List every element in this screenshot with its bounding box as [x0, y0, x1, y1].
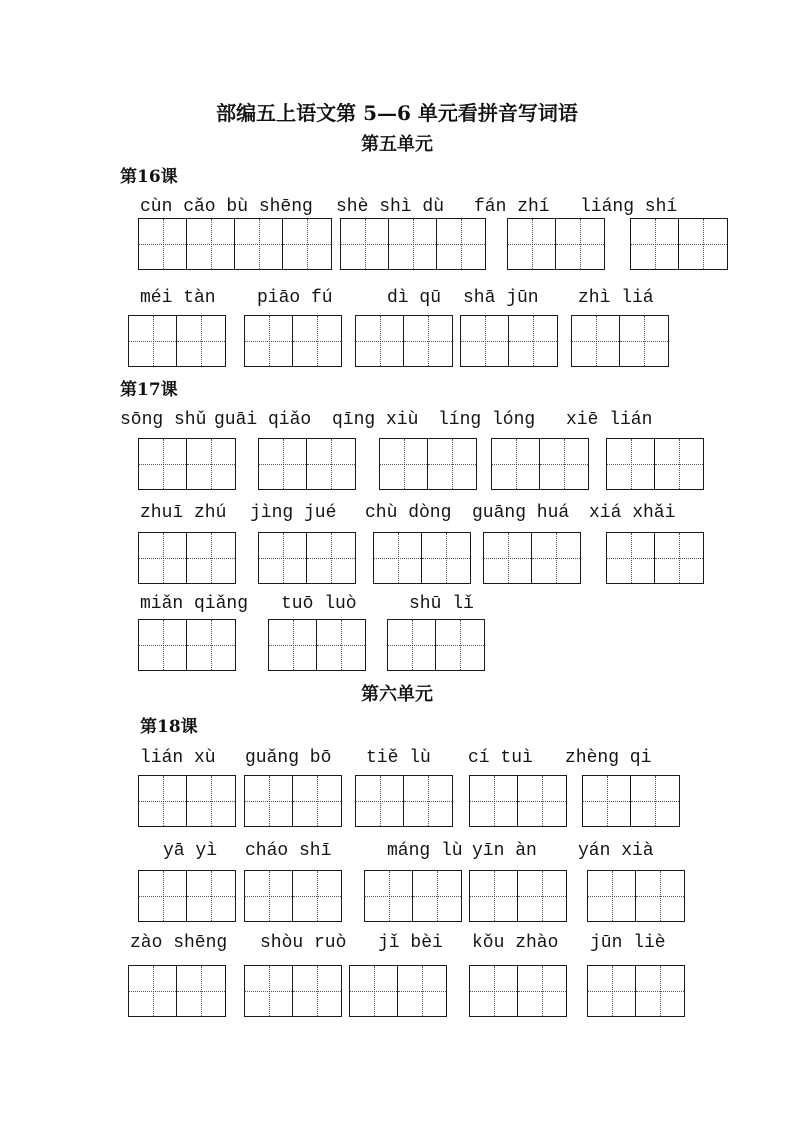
writing-cell: [307, 533, 355, 583]
writing-cell: [679, 219, 727, 269]
writing-box: [268, 619, 366, 671]
writing-box: [364, 870, 462, 922]
writing-cell: [636, 966, 684, 1016]
writing-cell: [139, 439, 187, 489]
writing-cell: [380, 439, 428, 489]
writing-cell: [655, 533, 703, 583]
pinyin-label: máng lù: [387, 841, 463, 861]
writing-cell: [540, 439, 588, 489]
writing-box: [491, 438, 589, 490]
writing-cell: [187, 439, 235, 489]
pinyin-label: guāi qiǎo: [214, 410, 312, 430]
writing-cell: [518, 966, 566, 1016]
writing-box: [244, 965, 342, 1017]
writing-box: [630, 218, 728, 270]
writing-box: [469, 775, 567, 827]
writing-cell: [293, 776, 341, 826]
writing-box: [244, 315, 342, 367]
writing-cell: [636, 871, 684, 921]
writing-cell: [508, 219, 556, 269]
writing-cell: [235, 219, 283, 269]
pinyin-label: sōng shǔ: [120, 410, 207, 430]
writing-cell: [404, 776, 452, 826]
writing-cell: [572, 316, 620, 366]
pinyin-label: shū lǐ: [409, 594, 474, 614]
pinyin-label: méi tàn: [140, 288, 216, 308]
pinyin-label: shè shì dù: [336, 197, 445, 217]
writing-box: [587, 965, 685, 1017]
writing-box: [460, 315, 558, 367]
writing-cell: [187, 219, 235, 269]
pinyin-label: tiě lù: [366, 748, 431, 768]
writing-cell: [588, 871, 636, 921]
writing-cell: [139, 219, 187, 269]
writing-cell: [484, 533, 532, 583]
writing-cell: [139, 620, 187, 670]
writing-cell: [283, 219, 331, 269]
pinyin-label: liáng shí: [580, 197, 678, 217]
writing-box: [138, 775, 236, 827]
writing-box: [483, 532, 581, 584]
writing-box: [469, 965, 567, 1017]
writing-cell: [461, 316, 509, 366]
pinyin-label: xiē lián: [566, 410, 653, 430]
pinyin-label: yán xià: [578, 841, 654, 861]
writing-cell: [245, 316, 293, 366]
pinyin-label: dì qū: [387, 288, 442, 308]
writing-cell: [413, 871, 461, 921]
pinyin-label: lián xù: [140, 748, 216, 768]
writing-cell: [259, 533, 307, 583]
writing-cell: [470, 776, 518, 826]
writing-cell: [245, 776, 293, 826]
writing-box: [582, 775, 680, 827]
writing-cell: [583, 776, 631, 826]
writing-box: [571, 315, 669, 367]
writing-box: [138, 218, 332, 270]
pinyin-label: chù dòng: [365, 503, 452, 523]
pinyin-label: líng lóng: [438, 410, 536, 430]
writing-cell: [620, 316, 668, 366]
pinyin-label: zhèng qi: [565, 748, 652, 768]
writing-box: [349, 965, 447, 1017]
lesson-heading: 第18课: [140, 717, 198, 737]
writing-cell: [259, 439, 307, 489]
writing-cell: [293, 316, 341, 366]
writing-cell: [129, 966, 177, 1016]
writing-cell: [356, 316, 404, 366]
writing-cell: [177, 966, 225, 1016]
pinyin-label: tuō luò: [281, 594, 357, 614]
writing-box: [258, 438, 356, 490]
writing-box: [587, 870, 685, 922]
lesson-heading: 第17课: [120, 380, 178, 400]
writing-cell: [470, 966, 518, 1016]
pinyin-label: cí tuì: [468, 748, 533, 768]
writing-box: [606, 532, 704, 584]
pinyin-label: guǎng bō: [245, 748, 332, 768]
writing-cell: [509, 316, 557, 366]
pinyin-label: kǒu zhào: [472, 933, 559, 953]
writing-cell: [293, 871, 341, 921]
pinyin-label: jǐ bèi: [378, 933, 443, 953]
pinyin-label: jūn liè: [590, 933, 666, 953]
page-title: 部编五上语文第 5—6 单元看拼音写词语: [216, 101, 578, 125]
writing-cell: [177, 316, 225, 366]
pinyin-label: zào shēng: [130, 933, 228, 953]
pinyin-label: shòu ruò: [260, 933, 347, 953]
writing-box: [244, 775, 342, 827]
writing-cell: [139, 776, 187, 826]
pinyin-label: jìng jué: [250, 503, 337, 523]
writing-cell: [404, 316, 452, 366]
pinyin-label: yīn àn: [472, 841, 537, 861]
writing-cell: [245, 966, 293, 1016]
writing-box: [138, 532, 236, 584]
writing-cell: [398, 966, 446, 1016]
writing-cell: [388, 620, 436, 670]
writing-box: [138, 438, 236, 490]
writing-cell: [492, 439, 540, 489]
writing-box: [258, 532, 356, 584]
writing-cell: [607, 533, 655, 583]
writing-cell: [422, 533, 470, 583]
writing-box: [340, 218, 486, 270]
unit-heading: 第五单元: [361, 134, 433, 155]
writing-cell: [139, 871, 187, 921]
writing-cell: [341, 219, 389, 269]
writing-cell: [655, 439, 703, 489]
pinyin-label: xiá xhǎi: [589, 503, 676, 523]
writing-box: [138, 870, 236, 922]
writing-cell: [129, 316, 177, 366]
pinyin-label: shā jūn: [463, 288, 539, 308]
pinyin-label: guāng huá: [472, 503, 570, 523]
pinyin-label: miǎn qiǎng: [140, 594, 249, 614]
writing-cell: [374, 533, 422, 583]
writing-cell: [588, 966, 636, 1016]
writing-cell: [389, 219, 437, 269]
pinyin-label: cùn cǎo bù shēng: [140, 197, 313, 217]
writing-cell: [631, 219, 679, 269]
writing-cell: [470, 871, 518, 921]
writing-box: [373, 532, 471, 584]
writing-box: [128, 965, 226, 1017]
writing-cell: [187, 871, 235, 921]
writing-box: [606, 438, 704, 490]
writing-box: [138, 619, 236, 671]
writing-box: [244, 870, 342, 922]
writing-box: [128, 315, 226, 367]
pinyin-label: zhì liá: [578, 288, 654, 308]
writing-cell: [437, 219, 485, 269]
writing-cell: [293, 966, 341, 1016]
writing-cell: [518, 871, 566, 921]
writing-cell: [518, 776, 566, 826]
writing-box: [379, 438, 477, 490]
writing-cell: [269, 620, 317, 670]
writing-cell: [139, 533, 187, 583]
pinyin-label: fán zhí: [474, 197, 550, 217]
writing-cell: [317, 620, 365, 670]
pinyin-label: cháo shī: [245, 841, 332, 861]
writing-cell: [245, 871, 293, 921]
writing-cell: [350, 966, 398, 1016]
writing-cell: [187, 533, 235, 583]
writing-cell: [436, 620, 484, 670]
writing-cell: [631, 776, 679, 826]
pinyin-label: piāo fú: [257, 288, 333, 308]
writing-box: [355, 775, 453, 827]
writing-box: [355, 315, 453, 367]
writing-box: [387, 619, 485, 671]
writing-cell: [356, 776, 404, 826]
writing-cell: [556, 219, 604, 269]
pinyin-label: qīng xiù: [332, 410, 419, 430]
writing-cell: [187, 776, 235, 826]
lesson-heading: 第16课: [120, 167, 178, 187]
pinyin-label: yā yì: [163, 841, 218, 861]
writing-cell: [365, 871, 413, 921]
writing-cell: [607, 439, 655, 489]
writing-cell: [428, 439, 476, 489]
pinyin-label: zhuī zhú: [140, 503, 227, 523]
writing-box: [507, 218, 605, 270]
writing-cell: [307, 439, 355, 489]
writing-box: [469, 870, 567, 922]
unit-heading: 第六单元: [361, 684, 433, 705]
writing-cell: [187, 620, 235, 670]
writing-cell: [532, 533, 580, 583]
